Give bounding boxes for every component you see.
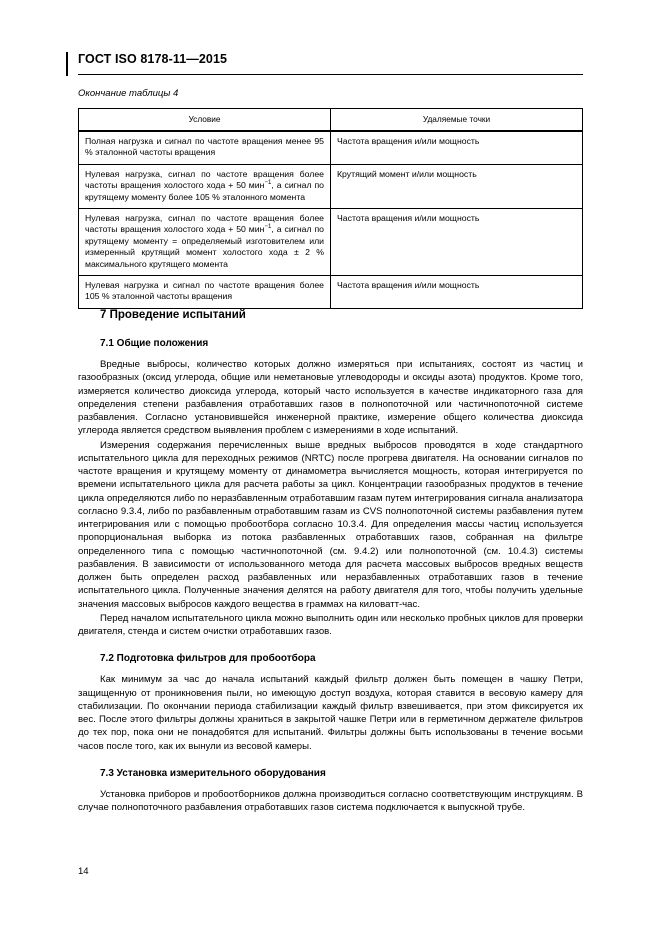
header-left-bar — [66, 52, 68, 76]
column-header-removed-points: Удаляемые точки — [331, 109, 583, 132]
subsection-heading-7-3: 7.3 Установка измерительного оборудования — [100, 767, 326, 779]
condition-text-part2: , а сигнал по крутящему моменту = определяемый изготовителем или измеренный крутящий момент холостого хода ± 2 % максимального крутящего момента — [85, 224, 325, 269]
cell-condition — [79, 209, 331, 276]
page-number: 14 — [78, 866, 89, 877]
condition-exponent: −1 — [264, 223, 272, 231]
paragraph-7-1-2: Измерения содержания перечисленных выше вредных выбросов проводятся в ходе стандартного испытательного цикла для переходных режимов (NRTC) после прогрева двигателя. На основании сигналов по частоте вращения и крутящему моменту от динамометра вычисляется мощность, которая интегрируется по времени испытательного цикла для расчета работы за цикл. Концентрации газообразных продуктов в течение цикла определяются либо по неразбавленным отработавшим газам путем интегрирования сигнала анализатора согласно 9.3.4, либо по разбавленным отработавшим газам из CVS полнопоточной системы разбавления путем интегрирования или с помощью пробоотбора согласно 10.3.4. Для определения массы частиц используется пропорциональная выборка из потока разбавленных отработавших газов, собранная на фильтре определенного типа с помощью частичнопоточной (см. 9.4.2) или полнопоточной (см. 10.4.3) системы разбавления. В зависимости от использованного метода для расчета массовых выбросов вредных веществ должен быть определен расход разбавленных или неразбавленных отработавших газов в течение испытательного цикла. Полученные значения делятся на работу двигателя для того, чтобы получить удельные значения массовых выбросов каждого вещества в граммах на киловатт-час. — [78, 439, 583, 610]
cell-removed-points: Частота вращения и/или мощность — [331, 209, 583, 276]
cell-condition — [79, 164, 331, 208]
condition-text-part1: Нулевая нагрузка, сигнал по частоте вращения более частоты вращения холостого хода + 50 мин — [85, 213, 324, 235]
table-4-continuation — [78, 108, 583, 309]
cell-removed-points: Частота вращения и/или мощность — [331, 131, 583, 164]
table-row — [79, 209, 583, 276]
table-caption: Окончание таблицы 4 — [78, 88, 179, 99]
table-row — [79, 164, 583, 208]
paragraph-7-1-1: Вредные выбросы, количество которых должно измеряться при испытаниях, состоят из частиц и газообразных (оксид углерода, общие или неметановые углеводороды и оксиды азота) продуктов. Кроме того, измеряется количество диоксида углерода, который часто используется в качестве индикаторного газа для определения степени разбавления отработавших газов в полнопоточной или частичнопоточной системе разбавления. Согласно установившейся инженерной практике, измерение общего количества диоксида углерода является средством выявления проблем с измерениями в ходе испытаний. — [78, 359, 583, 437]
table-row — [79, 131, 583, 164]
table-head — [79, 109, 583, 132]
conditions-table — [78, 108, 583, 309]
cell-removed-points: Частота вращения и/или мощность — [331, 276, 583, 309]
document-standard-id: ГОСТ ISO 8178-11—2015 — [78, 52, 228, 66]
document-body — [78, 300, 583, 814]
condition-text-part2: , а сигнал по крутящему моменту более 105 % эталонного момента — [85, 180, 325, 202]
table-body — [79, 131, 583, 308]
running-header — [78, 52, 583, 66]
subsection-heading-7-2: 7.2 Подготовка фильтров для пробоотбора — [100, 653, 316, 665]
paragraph-7-2-1: Как минимум за час до начала испытаний каждый фильтр должен быть помещен в чашку Петри, защищенную от проникновения пыли, но имеющую доступ воздуха, которая ставится в весовую камеру для стабилизации. По окончании периода стабилизации каждый фильтр взвешивается, при этом фиксируется их вес. После этого фильтры должны храниться в закрытой чашке Петри или в герметичном держателе фильтров до тех пор, пока они не понадобятся для испытаний. Фильтры должны быть использованы в течение восьми часов после того, как их вынули из весовой камеры. — [78, 674, 583, 752]
column-header-condition: Условие — [79, 109, 331, 132]
paragraph-7-1-3: Перед началом испытательного цикла можно выполнить один или несколько пробных циклов для проверки двигателя, стенда и систем очистки отработавших газов. — [78, 612, 583, 637]
condition-text-part1: Нулевая нагрузка, сигнал по частоте вращения более частоты вращения холостого хода + 50 мин — [85, 168, 324, 191]
cell-removed-points: Крутящий момент и/или мощность — [331, 164, 583, 208]
cell-condition: Полная нагрузка и сигнал по частоте вращения менее 95 % эталонной частоты вращения — [79, 131, 331, 164]
condition-exponent: −1 — [264, 179, 272, 187]
section-heading-7: 7 Проведение испытаний — [100, 309, 246, 321]
paragraph-7-3-1: Установка приборов и пробоотборников должна производиться согласно соответствующим инструкциям. В случае полнопоточного разбавления отработавших газов система подключается к выпускной трубе. — [78, 788, 583, 813]
table-header-row — [79, 109, 583, 132]
cell-condition: Нулевая нагрузка и сигнал по частоте вращения более 105 % эталонной частоты вращения — [79, 276, 331, 309]
header-divider-rule — [78, 74, 583, 75]
subsection-heading-7-1: 7.1 Общие положения — [100, 338, 209, 349]
